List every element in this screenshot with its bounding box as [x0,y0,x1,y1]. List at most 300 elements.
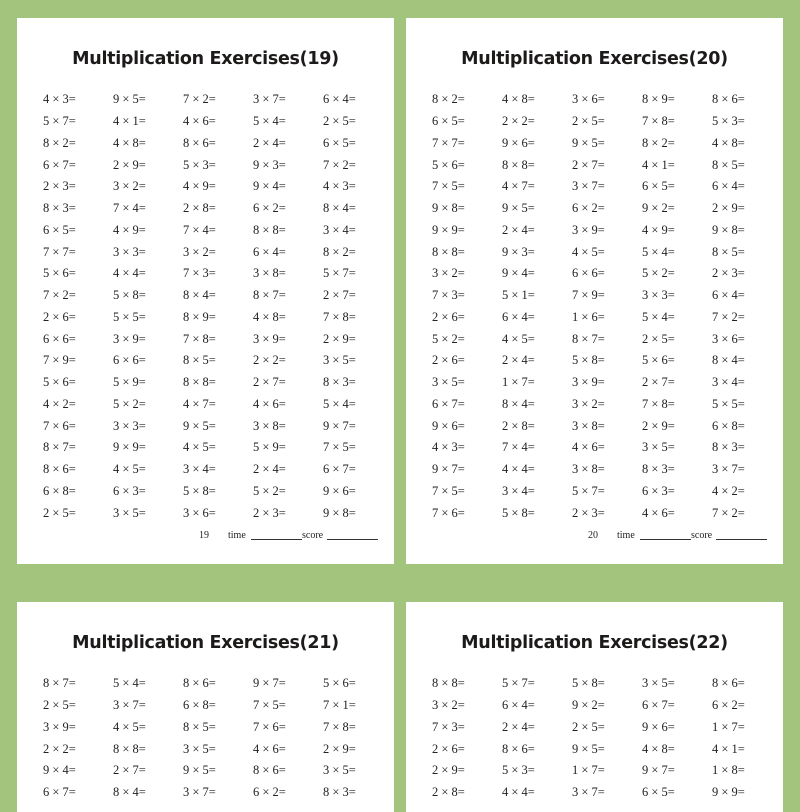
exercise-row [43,372,393,394]
time-blank-line[interactable] [251,539,302,540]
exercise-problem: 3 × 8= [253,266,286,281]
exercise-problem: 2 × 2= [253,353,286,368]
exercise-problem: 5 × 4= [113,676,146,691]
exercise-problem: 4 × 3= [43,92,76,107]
exercise-row [43,481,393,503]
exercise-problem: 3 × 2= [572,396,605,411]
exercise-problem: 3 × 8= [572,418,605,433]
exercise-problem: 2 × 5= [43,698,76,713]
exercise-problem: 6 × 8= [183,698,216,713]
time-label: time [228,530,246,541]
exercise-row [43,307,393,329]
exercise-problem: 5 × 8= [572,353,605,368]
worksheet-page-22 [406,602,783,812]
exercise-problem: 8 × 6= [253,763,286,778]
exercise-problem: 9 × 4= [253,179,286,194]
exercise-problem: 6 × 2= [253,201,286,216]
exercise-problem: 3 × 6= [572,92,605,107]
exercise-problem: 1 × 6= [572,309,605,324]
exercise-problem: 4 × 4= [502,462,535,477]
exercise-row [43,133,393,155]
exercise-problem: 9 × 5= [183,418,216,433]
exercise-row [43,695,393,717]
exercise-problem: 7 × 5= [432,179,465,194]
exercise-problem: 2 × 3= [572,505,605,520]
exercise-problem: 9 × 5= [502,201,535,216]
exercise-problem: 9 × 3= [253,157,286,172]
exercise-problem: 6 × 2= [572,201,605,216]
exercise-row [43,415,393,437]
score-label: score [302,530,324,541]
exercise-problem: 2 × 8= [502,418,535,433]
exercise-row [43,263,393,285]
exercise-problem: 8 × 3= [323,785,356,800]
exercise-problem: 9 × 9= [712,785,745,800]
exercise-problem: 6 × 3= [113,483,146,498]
exercise-problem: 5 × 9= [113,375,146,390]
exercise-problem: 3 × 7= [113,698,146,713]
exercise-problem: 6 × 4= [253,244,286,259]
exercise-problem: 6 × 8= [712,418,745,433]
exercise-problem: 2 × 5= [572,719,605,734]
exercise-problem: 3 × 4= [323,222,356,237]
exercise-problem: 2 × 5= [323,114,356,129]
exercise-row [43,111,393,133]
exercise-problem: 4 × 7= [183,396,216,411]
exercise-problem: 4 × 1= [642,157,675,172]
exercise-problem: 7 × 6= [253,719,286,734]
score-blank-line[interactable] [716,539,767,540]
exercise-problem: 8 × 2= [43,135,76,150]
exercise-problem: 6 × 6= [43,331,76,346]
exercise-problem: 2 × 4= [502,222,535,237]
exercise-problem: 5 × 4= [642,309,675,324]
exercise-problem: 6 × 5= [642,179,675,194]
exercise-problem: 6 × 4= [323,92,356,107]
exercise-problem: 4 × 8= [253,309,286,324]
exercise-problem: 2 × 8= [432,785,465,800]
exercise-problem: 4 × 8= [712,135,745,150]
exercise-problem: 8 × 6= [183,676,216,691]
worksheet-page-20 [406,18,783,564]
exercise-problem: 5 × 8= [502,505,535,520]
exercise-problem: 4 × 5= [113,719,146,734]
exercise-problem: 5 × 2= [253,483,286,498]
exercise-problem: 8 × 6= [712,676,745,691]
exercise-problem: 2 × 9= [712,201,745,216]
exercise-problem: 3 × 9= [113,331,146,346]
exercise-problem: 7 × 4= [183,222,216,237]
time-blank-line[interactable] [640,539,691,540]
exercise-problem: 5 × 9= [253,440,286,455]
exercise-problem: 5 × 7= [502,676,535,691]
exercise-problem: 4 × 4= [502,785,535,800]
exercise-problem: 9 × 5= [572,741,605,756]
exercise-problem: 7 × 2= [323,157,356,172]
exercise-problem: 8 × 2= [323,244,356,259]
exercise-row [432,717,782,739]
exercise-problem: 4 × 2= [712,483,745,498]
exercise-problem: 7 × 2= [712,505,745,520]
exercise-row [432,695,782,717]
exercise-problem: 4 × 8= [113,135,146,150]
exercise-row [432,502,782,524]
exercise-row [432,394,782,416]
exercise-row [432,285,782,307]
exercise-problem: 3 × 6= [712,331,745,346]
exercise-problem: 6 × 2= [712,698,745,713]
exercise-problem: 8 × 2= [432,92,465,107]
exercise-problem: 5 × 8= [572,676,605,691]
exercise-problem: 2 × 3= [253,505,286,520]
exercise-problem: 3 × 7= [572,179,605,194]
exercise-problem: 5 × 3= [712,114,745,129]
exercise-row [432,415,782,437]
worksheet-page-21 [17,602,394,812]
exercise-problem: 3 × 2= [183,244,216,259]
exercise-problem: 9 × 5= [113,92,146,107]
exercise-problem: 9 × 2= [572,698,605,713]
exercise-problem: 4 × 8= [502,92,535,107]
exercise-problem: 7 × 2= [183,92,216,107]
exercise-problem: 7 × 9= [572,288,605,303]
exercise-problem: 5 × 4= [642,244,675,259]
exercise-problem: 8 × 5= [712,157,745,172]
exercise-problem: 2 × 9= [113,157,146,172]
exercise-problem: 5 × 5= [113,309,146,324]
exercise-row [43,176,393,198]
exercise-row [432,307,782,329]
exercise-problem: 8 × 9= [642,92,675,107]
exercise-problem: 3 × 9= [572,222,605,237]
page-number: 20 [588,530,598,541]
exercise-problem: 8 × 8= [183,375,216,390]
exercise-problem: 3 × 2= [432,266,465,281]
exercise-problem: 7 × 5= [323,440,356,455]
exercise-row [43,437,393,459]
exercise-problem: 9 × 3= [502,244,535,259]
exercise-problem: 8 × 3= [712,440,745,455]
exercise-problem: 4 × 6= [253,396,286,411]
exercise-problem: 2 × 7= [572,157,605,172]
exercise-problem: 7 × 8= [642,396,675,411]
exercise-problem: 9 × 4= [502,266,535,281]
exercise-row [432,459,782,481]
exercise-grid [432,89,782,524]
page-title: Multiplication Exercises(19) [72,49,339,69]
exercise-problem: 9 × 2= [642,201,675,216]
exercise-row [43,350,393,372]
exercise-problem: 2 × 9= [432,763,465,778]
exercise-problem: 3 × 7= [183,785,216,800]
exercise-problem: 9 × 6= [502,135,535,150]
exercise-problem: 3 × 8= [253,418,286,433]
exercise-row [432,782,782,804]
exercise-problem: 8 × 5= [712,244,745,259]
exercise-problem: 4 × 3= [323,179,356,194]
exercise-problem: 7 × 3= [432,288,465,303]
exercise-problem: 4 × 6= [642,505,675,520]
exercise-problem: 7 × 4= [502,440,535,455]
exercise-problem: 5 × 3= [502,763,535,778]
exercise-problem: 5 × 8= [183,483,216,498]
exercise-problem: 5 × 5= [712,396,745,411]
exercise-problem: 6 × 2= [253,785,286,800]
exercise-problem: 7 × 3= [183,266,216,281]
exercise-row [432,760,782,782]
page-title: Multiplication Exercises(20) [461,49,728,69]
exercise-problem: 2 × 9= [323,741,356,756]
exercise-problem: 2 × 7= [323,288,356,303]
exercise-problem: 9 × 6= [323,483,356,498]
exercise-row [43,328,393,350]
exercise-problem: 1 × 7= [712,719,745,734]
exercise-problem: 8 × 3= [43,201,76,216]
exercise-problem: 2 × 6= [432,353,465,368]
exercise-problem: 7 × 3= [432,719,465,734]
exercise-problem: 2 × 3= [712,266,745,281]
exercise-problem: 8 × 2= [642,135,675,150]
exercise-problem: 9 × 7= [642,763,675,778]
exercise-problem: 9 × 6= [642,719,675,734]
exercise-problem: 3 × 5= [113,505,146,520]
exercise-problem: 1 × 8= [712,763,745,778]
exercise-problem: 7 × 4= [113,201,146,216]
exercise-problem: 2 × 6= [432,741,465,756]
exercise-problem: 9 × 9= [113,440,146,455]
exercise-problem: 4 × 4= [113,266,146,281]
exercise-row [43,394,393,416]
page-number: 19 [199,530,209,541]
exercise-problem: 7 × 8= [323,309,356,324]
exercise-problem: 7 × 7= [43,244,76,259]
exercise-problem: 9 × 6= [432,418,465,433]
exercise-problem: 7 × 8= [323,719,356,734]
exercise-problem: 4 × 7= [502,179,535,194]
exercise-problem: 9 × 9= [432,222,465,237]
score-label: score [691,530,713,541]
exercise-row [432,111,782,133]
exercise-problem: 3 × 7= [712,462,745,477]
exercise-problem: 1 × 7= [572,763,605,778]
exercise-problem: 3 × 2= [432,698,465,713]
exercise-row [43,285,393,307]
exercise-row [43,198,393,220]
exercise-problem: 6 × 4= [712,288,745,303]
exercise-problem: 8 × 9= [183,309,216,324]
exercise-problem: 5 × 2= [432,331,465,346]
exercise-problem: 2 × 4= [253,462,286,477]
exercise-row [432,481,782,503]
exercise-row [43,459,393,481]
exercise-problem: 9 × 4= [43,763,76,778]
exercise-problem: 8 × 6= [712,92,745,107]
exercise-problem: 8 × 8= [432,244,465,259]
exercise-problem: 7 × 6= [43,418,76,433]
exercise-row [432,176,782,198]
exercise-problem: 6 × 6= [572,266,605,281]
exercise-problem: 9 × 5= [572,135,605,150]
exercise-problem: 7 × 5= [432,483,465,498]
exercise-problem: 4 × 5= [502,331,535,346]
exercise-problem: 3 × 9= [43,719,76,734]
exercise-row [43,220,393,242]
exercise-problem: 5 × 6= [642,353,675,368]
exercise-problem: 8 × 8= [253,222,286,237]
exercise-problem: 2 × 4= [502,719,535,734]
exercise-problem: 8 × 5= [183,353,216,368]
exercise-row [43,241,393,263]
exercise-problem: 8 × 8= [432,676,465,691]
exercise-row [43,760,393,782]
exercise-problem: 3 × 6= [183,505,216,520]
exercise-problem: 2 × 7= [253,375,286,390]
exercise-problem: 6 × 7= [323,462,356,477]
exercise-problem: 6 × 7= [43,785,76,800]
exercise-row [432,133,782,155]
exercise-grid [43,89,393,524]
exercise-problem: 4 × 6= [253,741,286,756]
exercise-problem: 7 × 5= [253,698,286,713]
exercise-problem: 8 × 7= [43,676,76,691]
exercise-problem: 4 × 9= [183,179,216,194]
exercise-problem: 2 × 3= [43,179,76,194]
exercise-problem: 7 × 9= [43,353,76,368]
exercise-problem: 5 × 6= [432,157,465,172]
exercise-row [432,328,782,350]
exercise-problem: 6 × 4= [502,698,535,713]
exercise-problem: 4 × 5= [183,440,216,455]
exercise-row [432,89,782,111]
exercise-problem: 7 × 2= [43,288,76,303]
exercise-problem: 3 × 7= [253,92,286,107]
exercise-grid [43,673,393,804]
exercise-problem: 4 × 6= [183,114,216,129]
exercise-problem: 5 × 7= [323,266,356,281]
exercise-problem: 2 × 5= [43,505,76,520]
exercise-problem: 4 × 1= [712,741,745,756]
exercise-problem: 4 × 5= [113,462,146,477]
exercise-problem: 7 × 7= [432,135,465,150]
exercise-problem: 2 × 5= [642,331,675,346]
exercise-problem: 8 × 4= [183,288,216,303]
exercise-problem: 9 × 7= [432,462,465,477]
worksheet-page-19 [17,18,394,564]
exercise-problem: 4 × 8= [642,741,675,756]
exercise-row [432,673,782,695]
exercise-problem: 2 × 9= [323,331,356,346]
exercise-row [43,717,393,739]
exercise-problem: 4 × 1= [113,114,146,129]
exercise-problem: 8 × 4= [712,353,745,368]
exercise-problem: 3 × 3= [642,288,675,303]
exercise-problem: 3 × 4= [502,483,535,498]
exercise-problem: 2 × 5= [572,114,605,129]
exercise-problem: 3 × 8= [572,462,605,477]
exercise-problem: 2 × 6= [432,309,465,324]
exercise-problem: 8 × 8= [502,157,535,172]
exercise-problem: 5 × 2= [113,396,146,411]
exercise-problem: 5 × 6= [43,266,76,281]
exercise-problem: 8 × 7= [43,440,76,455]
exercise-problem: 8 × 6= [183,135,216,150]
page-title: Multiplication Exercises(21) [72,633,339,653]
exercise-row [43,782,393,804]
exercise-problem: 6 × 4= [502,309,535,324]
exercise-problem: 3 × 5= [432,375,465,390]
exercise-row [432,437,782,459]
exercise-problem: 3 × 4= [183,462,216,477]
exercise-problem: 2 × 7= [113,763,146,778]
exercise-problem: 7 × 1= [323,698,356,713]
exercise-problem: 6 × 8= [43,483,76,498]
exercise-problem: 4 × 9= [113,222,146,237]
exercise-problem: 4 × 5= [572,244,605,259]
exercise-problem: 7 × 8= [642,114,675,129]
exercise-row [43,89,393,111]
exercise-row [432,220,782,242]
exercise-problem: 4 × 6= [572,440,605,455]
exercise-problem: 3 × 5= [183,741,216,756]
exercise-problem: 3 × 3= [113,418,146,433]
exercise-row [432,263,782,285]
exercise-row [432,198,782,220]
exercise-problem: 9 × 5= [183,763,216,778]
exercise-problem: 6 × 5= [642,785,675,800]
exercise-problem: 2 × 6= [43,309,76,324]
exercise-problem: 5 × 2= [642,266,675,281]
exercise-problem: 7 × 6= [432,505,465,520]
exercise-problem: 6 × 4= [712,179,745,194]
exercise-problem: 7 × 8= [183,331,216,346]
exercise-problem: 3 × 5= [323,353,356,368]
exercise-problem: 3 × 9= [572,375,605,390]
exercise-problem: 2 × 2= [43,741,76,756]
exercise-problem: 9 × 8= [432,201,465,216]
exercise-problem: 8 × 3= [642,462,675,477]
exercise-problem: 8 × 4= [502,396,535,411]
exercise-problem: 9 × 8= [323,505,356,520]
exercise-problem: 2 × 7= [642,375,675,390]
exercise-row [432,154,782,176]
exercise-problem: 8 × 4= [323,201,356,216]
exercise-problem: 3 × 5= [642,676,675,691]
exercise-problem: 3 × 4= [712,375,745,390]
exercise-grid [432,673,782,804]
exercise-problem: 5 × 6= [43,375,76,390]
exercise-row [432,738,782,760]
exercise-problem: 8 × 7= [572,331,605,346]
exercise-problem: 8 × 4= [113,785,146,800]
exercise-problem: 4 × 9= [642,222,675,237]
exercise-row [43,738,393,760]
exercise-problem: 7 × 2= [712,309,745,324]
exercise-problem: 5 × 3= [183,157,216,172]
exercise-problem: 6 × 5= [323,135,356,150]
exercise-problem: 8 × 8= [113,741,146,756]
exercise-problem: 4 × 2= [43,396,76,411]
exercise-problem: 8 × 6= [43,462,76,477]
exercise-problem: 8 × 6= [502,741,535,756]
exercise-problem: 9 × 8= [712,222,745,237]
exercise-problem: 2 × 4= [502,353,535,368]
exercise-problem: 8 × 7= [253,288,286,303]
exercise-row [43,502,393,524]
exercise-problem: 2 × 2= [502,114,535,129]
exercise-problem: 2 × 9= [642,418,675,433]
exercise-row [43,154,393,176]
score-blank-line[interactable] [327,539,378,540]
